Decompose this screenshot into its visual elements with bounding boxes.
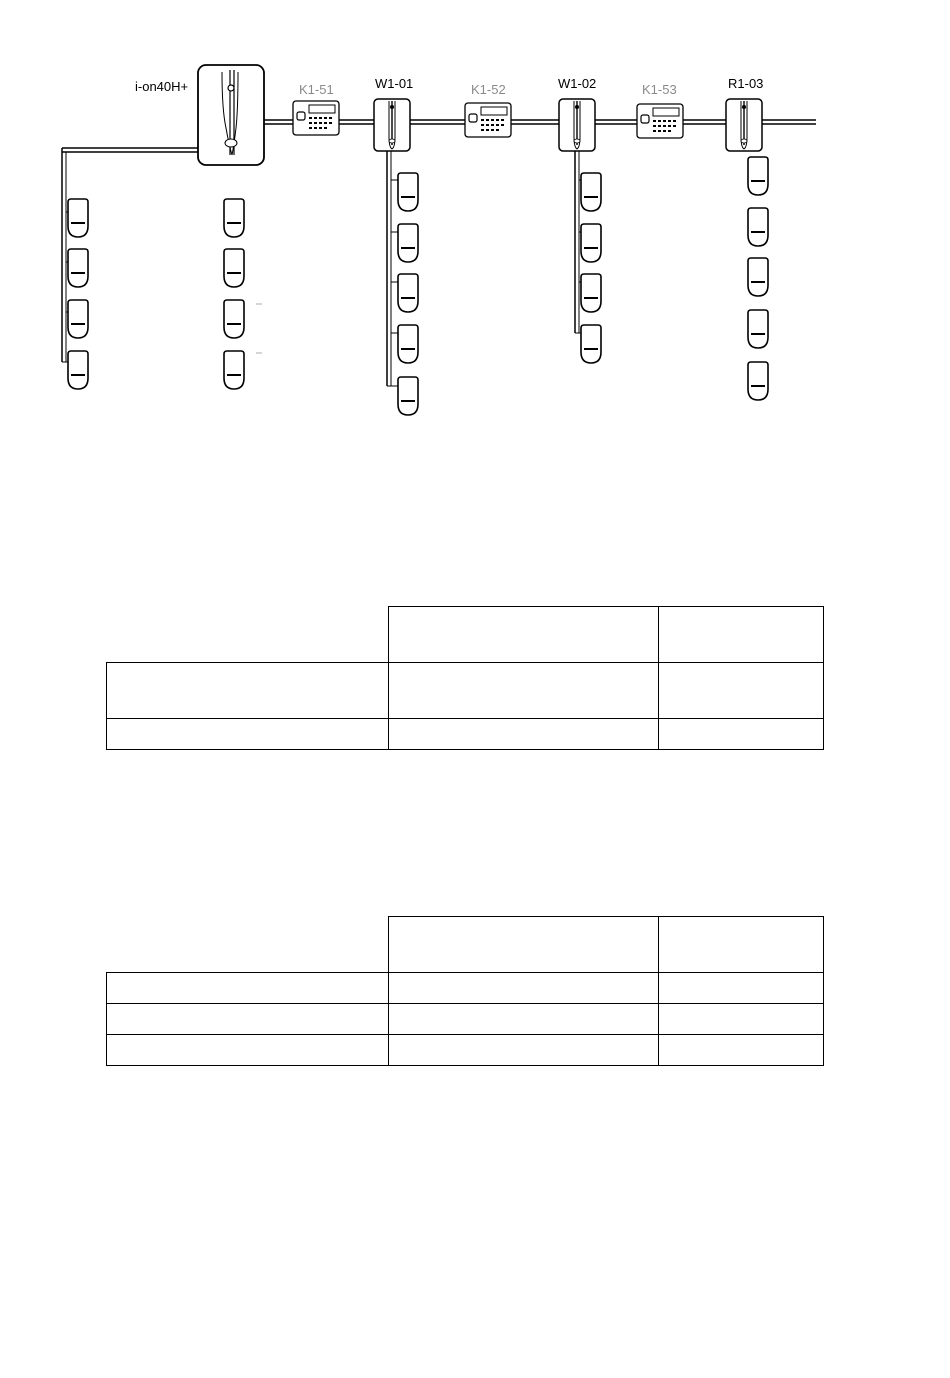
table-cell (659, 1004, 824, 1035)
keypad-icon (465, 103, 511, 137)
table-cell (388, 719, 659, 750)
pir-detector-icon (581, 325, 601, 363)
table-cell (388, 607, 659, 663)
table-row (107, 607, 824, 663)
expander-zone-wiring (387, 151, 398, 386)
node-label: K1-52 (471, 82, 506, 97)
node-label: K1-51 (299, 82, 334, 97)
pir-detector-icon (68, 351, 88, 389)
keypad-node (465, 82, 511, 137)
pir-detector-icon (398, 173, 418, 211)
table-cell (388, 973, 659, 1004)
pir-detector-icon (581, 173, 601, 211)
table-row (107, 719, 824, 750)
pir-detector-icon (224, 249, 244, 287)
keypad-icon (293, 101, 339, 135)
panel-detectors-left (68, 199, 88, 389)
pir-detector-icon (398, 274, 418, 312)
pir-detector-icon (748, 157, 768, 195)
table-cell (388, 1004, 659, 1035)
table-row (107, 1004, 824, 1035)
keypad-node (637, 82, 683, 138)
table-cell (107, 1035, 389, 1066)
control-panel (198, 65, 264, 165)
pir-detector-icon (68, 199, 88, 237)
pir-detector-icon (398, 325, 418, 363)
table-cell (107, 973, 389, 1004)
table-row (107, 663, 824, 719)
keypad-icon (637, 104, 683, 138)
expander-node (374, 76, 418, 415)
table-row (107, 973, 824, 1004)
table-cell (107, 1004, 389, 1035)
table-cell (659, 607, 824, 663)
table-2 (106, 916, 824, 1066)
node-label: R1-03 (728, 76, 764, 91)
radio-expander-node (726, 76, 768, 400)
keypad-node (293, 82, 339, 135)
table-cell (388, 1035, 659, 1066)
table-cell (659, 973, 824, 1004)
table-cell (659, 1035, 824, 1066)
expander-node (558, 76, 601, 363)
wiring-diagram (0, 0, 950, 440)
pir-detector-icon (398, 377, 418, 415)
node-label: K1-53 (642, 82, 677, 97)
pir-detector-icon (748, 362, 768, 400)
table-cell (388, 663, 659, 719)
table-cell (107, 607, 389, 663)
table-1 (106, 606, 824, 750)
pir-detector-icon (68, 249, 88, 287)
pir-detector-icon (224, 351, 244, 389)
table-row (107, 917, 824, 973)
table-cell (659, 719, 824, 750)
expander-icon (374, 99, 410, 151)
node-label: W1-01 (375, 76, 414, 91)
node-label: W1-02 (558, 76, 597, 91)
table-row (107, 1035, 824, 1066)
pir-detector-icon (224, 199, 244, 237)
expander-icon (559, 99, 595, 151)
table-cell (107, 917, 389, 973)
table-cell (659, 663, 824, 719)
table-cell (388, 917, 659, 973)
panel-detectors-right (224, 199, 244, 389)
table-cell (107, 663, 389, 719)
table-cell (107, 719, 389, 750)
pir-detector-icon (224, 300, 244, 338)
radio-expander-icon (726, 99, 762, 151)
pir-detector-icon (748, 258, 768, 296)
pir-detector-icon (581, 224, 601, 262)
panel-label: i-on40H+ (135, 79, 189, 94)
table-cell (659, 917, 824, 973)
pir-detector-icon (581, 274, 601, 312)
pir-detector-icon (398, 224, 418, 262)
pir-detector-icon (68, 300, 88, 338)
pir-detector-icon (748, 310, 768, 348)
pir-detector-icon (748, 208, 768, 246)
